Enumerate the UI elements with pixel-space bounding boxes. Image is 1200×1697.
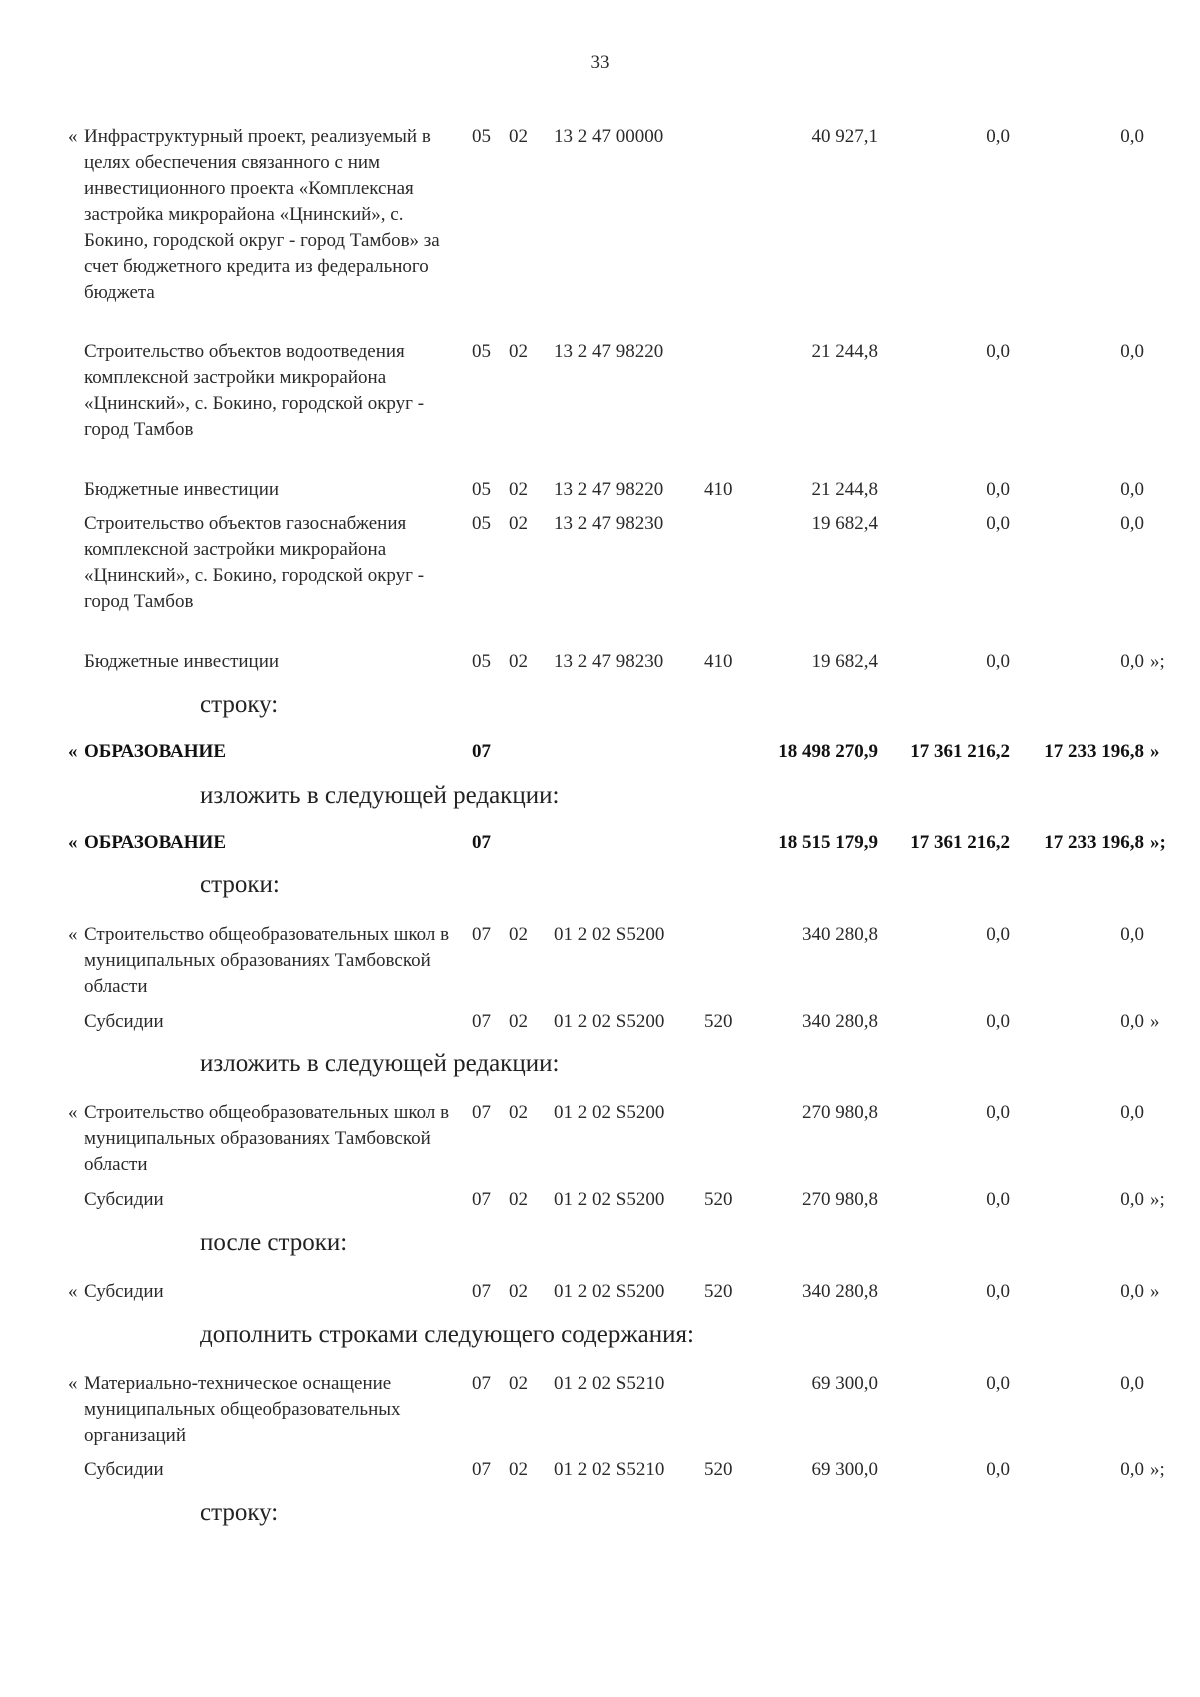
section-code: 07 bbox=[472, 1189, 491, 1210]
subsection-code: 02 bbox=[509, 341, 528, 362]
amount-year-1: 340 280,8 bbox=[802, 1011, 878, 1032]
subsection-code: 02 bbox=[509, 924, 528, 945]
target-article-code: 13 2 47 00000 bbox=[554, 126, 664, 147]
close-quote: »; bbox=[1150, 1189, 1165, 1210]
amount-year-2: 0,0 bbox=[986, 341, 1010, 362]
amount-year-2: 17 361 216,2 bbox=[910, 741, 1010, 762]
subsection-code: 02 bbox=[509, 1011, 528, 1032]
amount-year-2: 0,0 bbox=[986, 1459, 1010, 1480]
section-code: 05 bbox=[472, 651, 491, 672]
amount-year-3: 0,0 bbox=[1120, 1011, 1144, 1032]
subsection-code: 02 bbox=[509, 1459, 528, 1480]
open-quote: « bbox=[68, 126, 78, 147]
row-description: Бюджетные инвестиции bbox=[84, 651, 280, 672]
amount-year-3: 17 233 196,8 bbox=[1044, 741, 1144, 762]
close-quote: » bbox=[1150, 1011, 1160, 1032]
section-code: 05 bbox=[472, 126, 491, 147]
row-description: Материально-техническое оснащение муниципальных общеобразовательных организаций bbox=[84, 1373, 401, 1446]
amount-year-3: 0,0 bbox=[1120, 513, 1144, 534]
section-code: 07 bbox=[472, 924, 491, 945]
amount-year-3: 0,0 bbox=[1120, 1189, 1144, 1210]
target-article-code: 01 2 02 S5200 bbox=[554, 1189, 665, 1210]
target-article-code: 13 2 47 98220 bbox=[554, 341, 664, 362]
instruction-text: изложить в следующей редакции: bbox=[200, 782, 560, 809]
amount-year-3: 0,0 bbox=[1120, 341, 1144, 362]
amount-year-3: 0,0 bbox=[1120, 479, 1144, 500]
amount-year-1: 21 244,8 bbox=[811, 479, 878, 500]
amount-year-3: 0,0 bbox=[1120, 126, 1144, 147]
target-article-code: 01 2 02 S5200 bbox=[554, 1011, 665, 1032]
amount-year-3: 0,0 bbox=[1120, 1102, 1144, 1123]
expense-type-code: 410 bbox=[704, 479, 733, 500]
open-quote: « bbox=[68, 741, 78, 762]
amount-year-2: 0,0 bbox=[986, 1281, 1010, 1302]
target-article-code: 13 2 47 98230 bbox=[554, 513, 664, 534]
open-quote: « bbox=[68, 1102, 78, 1123]
amount-year-2: 0,0 bbox=[986, 513, 1010, 534]
row-description: Субсидии bbox=[84, 1459, 164, 1480]
expense-type-code: 520 bbox=[704, 1459, 733, 1480]
close-quote: »; bbox=[1150, 651, 1165, 672]
section-code: 05 bbox=[472, 479, 491, 500]
amount-year-1: 40 927,1 bbox=[811, 126, 878, 147]
amount-year-2: 0,0 bbox=[986, 651, 1010, 672]
amount-year-3: 0,0 bbox=[1120, 1459, 1144, 1480]
target-article-code: 01 2 02 S5210 bbox=[554, 1373, 665, 1394]
section-code: 07 bbox=[472, 1102, 491, 1123]
row-description: ОБРАЗОВАНИЕ bbox=[84, 741, 226, 762]
close-quote: » bbox=[1150, 741, 1160, 762]
section-code: 07 bbox=[472, 1459, 491, 1480]
row-description: Строительство общеобразовательных школ в муниципальных образованиях Тамбовской области bbox=[84, 924, 450, 997]
instruction-text: изложить в следующей редакции: bbox=[200, 1050, 560, 1077]
amount-year-1: 270 980,8 bbox=[802, 1189, 878, 1210]
section-code: 05 bbox=[472, 513, 491, 534]
target-article-code: 01 2 02 S5210 bbox=[554, 1459, 665, 1480]
instruction-text: дополнить строками следующего содержания: bbox=[200, 1321, 694, 1348]
amount-year-2: 0,0 bbox=[986, 1102, 1010, 1123]
amount-year-1: 21 244,8 bbox=[811, 341, 878, 362]
target-article-code: 01 2 02 S5200 bbox=[554, 1102, 665, 1123]
open-quote: « bbox=[68, 832, 78, 853]
open-quote: « bbox=[68, 1373, 78, 1394]
open-quote: « bbox=[68, 924, 78, 945]
amount-year-3: 0,0 bbox=[1120, 1373, 1144, 1394]
close-quote: »; bbox=[1150, 832, 1166, 853]
subsection-code: 02 bbox=[509, 479, 528, 500]
amount-year-1: 19 682,4 bbox=[811, 651, 878, 672]
row-description: ОБРАЗОВАНИЕ bbox=[84, 832, 226, 853]
amount-year-1: 18 515 179,9 bbox=[778, 832, 878, 853]
amount-year-1: 270 980,8 bbox=[802, 1102, 878, 1123]
open-quote: « bbox=[68, 1281, 78, 1302]
row-description: Строительство объектов газоснабжения комплексной застройки микрорайона «Цнинский», с. Бокино, городской округ - город Тамбов bbox=[84, 513, 425, 612]
amount-year-2: 0,0 bbox=[986, 126, 1010, 147]
section-code: 07 bbox=[472, 1011, 491, 1032]
subsection-code: 02 bbox=[509, 513, 528, 534]
row-description: Субсидии bbox=[84, 1011, 164, 1032]
expense-type-code: 520 bbox=[704, 1189, 733, 1210]
amount-year-2: 0,0 bbox=[986, 1373, 1010, 1394]
amount-year-1: 340 280,8 bbox=[802, 1281, 878, 1302]
section-code: 07 bbox=[472, 1281, 491, 1302]
subsection-code: 02 bbox=[509, 1189, 528, 1210]
amount-year-1: 19 682,4 bbox=[811, 513, 878, 534]
close-quote: » bbox=[1150, 1281, 1160, 1302]
expense-type-code: 520 bbox=[704, 1011, 733, 1032]
subsection-code: 02 bbox=[509, 126, 528, 147]
subsection-code: 02 bbox=[509, 1281, 528, 1302]
section-code: 05 bbox=[472, 341, 491, 362]
amount-year-3: 0,0 bbox=[1120, 924, 1144, 945]
close-quote: »; bbox=[1150, 1459, 1165, 1480]
expense-type-code: 410 bbox=[704, 651, 733, 672]
section-code: 07 bbox=[472, 741, 491, 762]
subsection-code: 02 bbox=[509, 651, 528, 672]
target-article-code: 01 2 02 S5200 bbox=[554, 1281, 665, 1302]
subsection-code: 02 bbox=[509, 1373, 528, 1394]
amount-year-2: 0,0 bbox=[986, 479, 1010, 500]
amount-year-2: 0,0 bbox=[986, 1011, 1010, 1032]
instruction-text: после строки: bbox=[200, 1229, 348, 1256]
amount-year-1: 18 498 270,9 bbox=[778, 741, 878, 762]
subsection-code: 02 bbox=[509, 1102, 528, 1123]
row-description: Субсидии bbox=[84, 1281, 164, 1302]
amount-year-1: 69 300,0 bbox=[811, 1373, 878, 1394]
row-description: Строительство объектов водоотведения комплексной застройки микрорайона «Цнинский», с. Бокино, городской округ - город Тамбов bbox=[84, 341, 425, 440]
amount-year-2: 0,0 bbox=[986, 924, 1010, 945]
page-number: 33 bbox=[590, 52, 610, 73]
amount-year-1: 69 300,0 bbox=[811, 1459, 878, 1480]
amount-year-3: 0,0 bbox=[1120, 1281, 1144, 1302]
instruction-text: строку: bbox=[200, 1499, 279, 1526]
row-description: Строительство общеобразовательных школ в муниципальных образованиях Тамбовской области bbox=[84, 1102, 450, 1175]
instruction-text: строки: bbox=[200, 871, 280, 898]
section-code: 07 bbox=[472, 1373, 491, 1394]
amount-year-1: 340 280,8 bbox=[802, 924, 878, 945]
amount-year-2: 17 361 216,2 bbox=[910, 832, 1010, 853]
amount-year-2: 0,0 bbox=[986, 1189, 1010, 1210]
target-article-code: 13 2 47 98230 bbox=[554, 651, 664, 672]
instruction-text: строку: bbox=[200, 691, 279, 718]
row-description: Субсидии bbox=[84, 1189, 164, 1210]
amount-year-3: 17 233 196,8 bbox=[1044, 832, 1144, 853]
expense-type-code: 520 bbox=[704, 1281, 733, 1302]
row-description: Инфраструктурный проект, реализуемый в целях обеспечения связанного с ним инвестиционного проекта «Комплексная застройка микрорайона «Цнинский», с. Бокино, городской округ - город Тамбов» за счет бюджетного кредита из федерального бюджета bbox=[84, 126, 440, 303]
amount-year-3: 0,0 bbox=[1120, 651, 1144, 672]
section-code: 07 bbox=[472, 832, 491, 853]
target-article-code: 01 2 02 S5200 bbox=[554, 924, 665, 945]
row-description: Бюджетные инвестиции bbox=[84, 479, 280, 500]
target-article-code: 13 2 47 98220 bbox=[554, 479, 664, 500]
